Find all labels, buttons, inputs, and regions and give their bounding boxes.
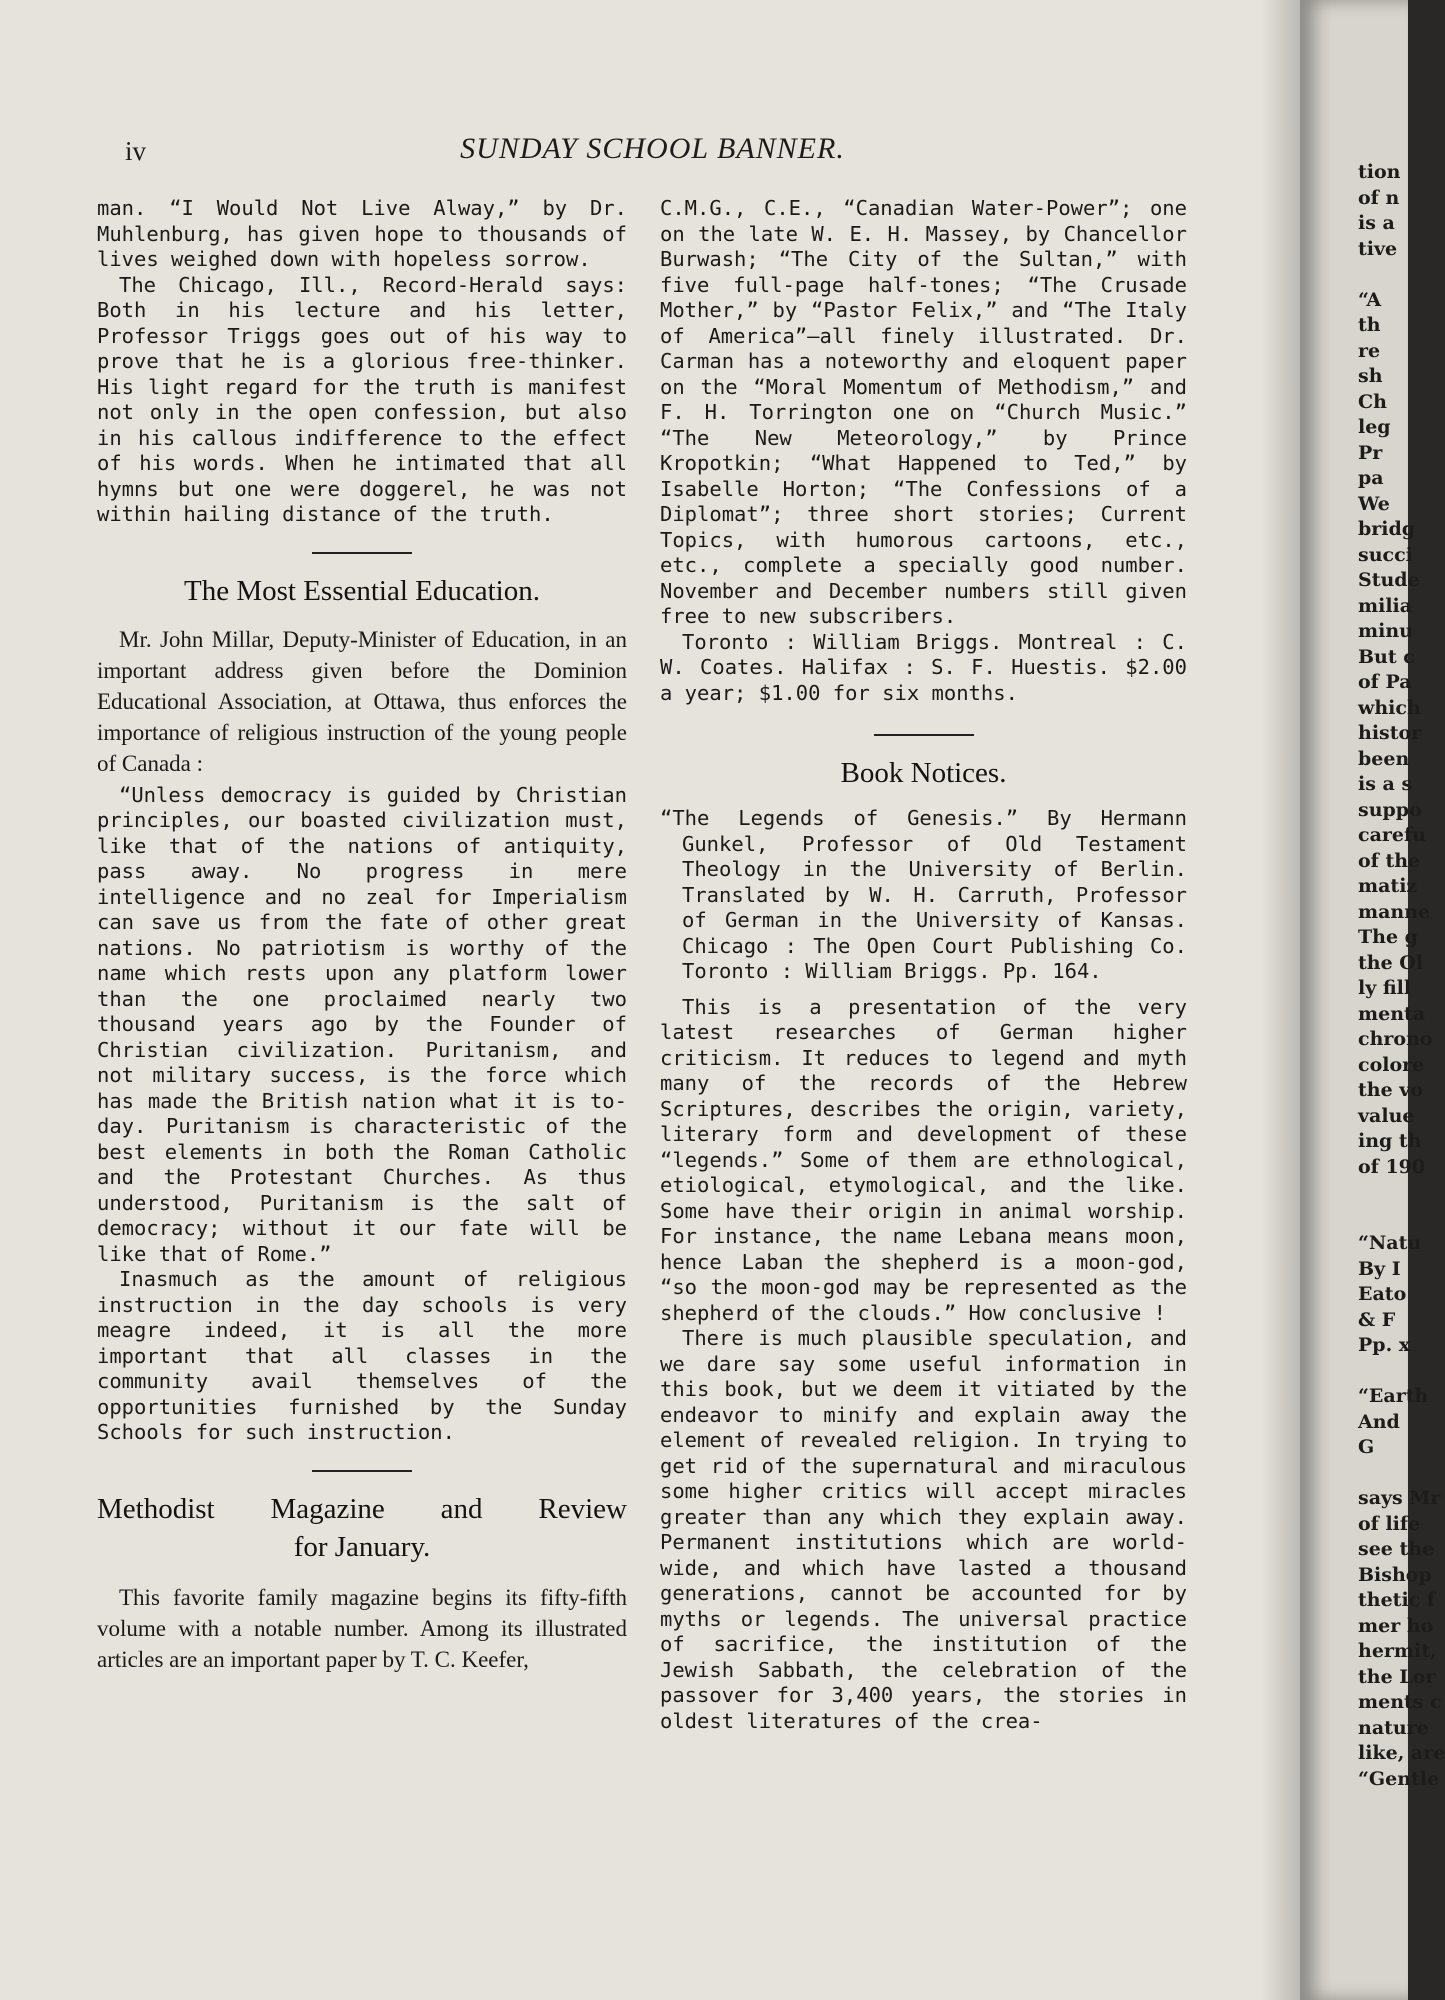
adjacent-page-text-fragment: Ch (1358, 390, 1387, 413)
adjacent-page-text-fragment: of Pa (1358, 671, 1412, 693)
adjacent-page-text-fragment: chrono (1358, 1028, 1433, 1050)
adjacent-page-text-fragment: bridg (1358, 518, 1416, 540)
adjacent-page-text-fragment: G (1358, 1436, 1375, 1458)
adjacent-page-text-fragment: ing th (1358, 1130, 1422, 1152)
adjacent-page-text-fragment: But c (1358, 645, 1415, 668)
adjacent-page-text-fragment: is a (1358, 212, 1395, 234)
adjacent-page-text-fragment: matiz (1358, 875, 1418, 897)
adjacent-page-text-fragment: minu (1358, 620, 1413, 642)
adjacent-page-text-fragment: Pp. x (1358, 1334, 1411, 1356)
heading-line: Methodist Magazine and Review (97, 1492, 627, 1525)
adjacent-page-text-fragment: “Earth (1358, 1385, 1429, 1407)
adjacent-page-text-fragment: been (1358, 747, 1410, 770)
adjacent-page-text-fragment: And (1358, 1410, 1400, 1433)
paragraph-book-citation: “The Legends of Genesis.” By Hermann Gunkel, Professor of Old Testament Theology in the University of Berlin. Translated by W. H. Carruth, Professor of German in the University of Kansas. Chicago : The Open Court Publishing Co. Toronto : William Briggs. Pp. 164. (660, 806, 1187, 983)
adjacent-page-text-fragment: leg (1358, 416, 1391, 438)
adjacent-page-text-fragment: carefu (1358, 824, 1426, 846)
paragraph-millar: Mr. John Millar, Deputy-Minister of Education, in an important address given before the Dominion Educational Association, at Ottawa, thus enforces the importance of religious instruction of the young people of Canada : (97, 626, 627, 776)
adjacent-page-edge (1300, 0, 1445, 2000)
adjacent-page-text-fragment: of n (1358, 186, 1400, 209)
adjacent-page-text-fragment: the Lor (1358, 1665, 1436, 1688)
adjacent-page-text-fragment: We (1358, 492, 1390, 515)
adjacent-page-text-fragment: hermit, (1358, 1640, 1437, 1662)
paragraph-book-review-1: This is a presentation of the very latest researches of German higher criticism. It reduces to legend and myth many of the records of the Hebrew Scriptures, describes the origin, variety, literary form and development of these “legends.” Some of them are ethnological, etiological, etymological, and the like. Some have their origin in animal worship. For instance, the name Lebana means moon, hence Laban the shepherd is a moon-god, “so the moon-god may be represented as the shepherd of the clouds.” How conclusive ! (660, 994, 1187, 1325)
adjacent-page-text-fragment: & F (1358, 1308, 1396, 1331)
adjacent-page-text-fragment: manne (1358, 900, 1431, 923)
page-number: iv (125, 136, 147, 166)
adjacent-page-text-fragment: menta (1358, 1002, 1426, 1025)
heading-line: for January. (293, 1530, 431, 1563)
adjacent-page-text-fragment: the Ol (1358, 951, 1424, 974)
adjacent-page-text-fragment: value (1358, 1104, 1415, 1127)
paragraph-quote-democracy: “Unless democracy is guided by Christian principles, our boasted civilization must, like that of the nations of antiquity, pass away. No progress in mere intelligence and no zeal for Imperialism can save us from the fate of other great nations. No patriotism is worthy of the name which rests upon any platform lower than the one proclaimed nearly two thousand years ago by the Founder of Christian civilization. Puritanism, and not military success, is the force which has made the British nation what it is to-day. Puritanism is characteristic of the best elements in both the Roman Catholic and the Protestant Churches. As thus understood, Puritanism is the salt of democracy; without it our fate will be like that of Rome.” (97, 782, 627, 1266)
adjacent-page-text-fragment: Pr (1358, 441, 1383, 464)
paragraph-magazine-contents: C.M.G., C.E., “Canadian Water-Power”; one on the late W. E. H. Massey, by Chancellor Burwash; “The City of the Sultan,” with five full-page half-tones; “The Crusade Mother,” by “Pastor Felix,” and “The Italy of America”—all finely illustrated. Dr. Carman has a noteworthy and eloquent paper on the “Moral Momentum of Methodism,” and F. H. Torrington one on “Church Music.” “The New Meteorology,” by Prince Kropotkin; “What Happened to Ted,” by Isabelle Horton; “The Confessions of a Diplomat”; three short stories; Current Topics, with humorous cartoons, etc., etc., complete a specially good number. November and December numbers still given free to new subscribers. (660, 196, 1187, 628)
right-column (660, 196, 1187, 1734)
adjacent-page-text-fragment: see the (1358, 1538, 1435, 1560)
adjacent-page-text-fragment: succi (1358, 543, 1413, 566)
adjacent-page-text-fragment: colore (1358, 1053, 1425, 1076)
left-column (97, 196, 627, 1675)
paragraph-publishers: Toronto : William Briggs. Montreal : C. W. Coates. Halifax : S. F. Huestis. $2.00 a year; $1.00 for six months. (660, 629, 1187, 705)
adjacent-page-text-fragment: is a s (1358, 773, 1413, 795)
paragraph-religious-instruction: Inasmuch as the amount of religious instruction in the day schools is very meagre indeed, it is all the more important that all classes in the community avail themselves of the opportunities furnished by the Sunday Schools for such instruction. (97, 1267, 627, 1444)
adjacent-page-text-fragment: pa (1358, 467, 1384, 489)
section-divider (312, 552, 412, 554)
paragraph-book-review-2: There is much plausible speculation, and we dare say some useful information in this book, but we deem it vitiated by the endeavor to minify and explain away the element of revealed religion. In trying to get rid of the supernatural and miraculous some higher critics will accept miracles greater than any which they explain away. Permanent institutions which are world-wide, and which have lasted a thousand generations, cannot be accounted for by myths or legends. The universal practice of sacrifice, the institution of the Jewish Sabbath, the celebration of the passover for 3,400 years, the stories in oldest literatures of the crea- (660, 1326, 1187, 1733)
adjacent-page-text-fragment: suppo (1358, 798, 1422, 821)
page-header (125, 132, 1180, 172)
adjacent-page-text-fragment: the vo (1358, 1079, 1424, 1101)
adjacent-page-text-fragment: of the (1358, 849, 1421, 872)
adjacent-page-text-fragment: ly fill (1358, 977, 1412, 999)
adjacent-page-text-fragment: histor (1358, 722, 1422, 744)
adjacent-page-text-fragment: which (1358, 696, 1421, 719)
adjacent-page-text-fragment: tive (1358, 237, 1398, 260)
heading-methodist-magazine (97, 1490, 627, 1566)
adjacent-page-text-fragment: thetic f (1358, 1589, 1436, 1611)
adjacent-page-text-fragment: ments c (1358, 1691, 1442, 1713)
adjacent-page-text-fragment: tion (1358, 161, 1401, 183)
adjacent-page-text-fragment: Eato (1358, 1283, 1407, 1305)
adjacent-page-text-fragment: Stude (1358, 569, 1420, 591)
adjacent-page-text-fragment: “Gentle (1358, 1767, 1440, 1790)
heading-book-notices: Book Notices. (840, 757, 1007, 789)
adjacent-page-text-fragment: mer ho (1358, 1614, 1434, 1637)
adjacent-page-text-fragment: nature (1358, 1716, 1429, 1739)
adjacent-page-text-fragment: The g (1358, 926, 1418, 948)
heading-essential-education: The Most Essential Education. (184, 574, 540, 607)
adjacent-page-text-fragment: “Natu (1358, 1232, 1422, 1254)
paragraph-magazine-intro: This favorite family magazine begins its fifty-fifth volume with a notable number. Among its illustrated articles are an important paper by T. C. Keefer, (97, 1584, 627, 1672)
paragraph-record-herald: The Chicago, Ill., Record-Herald says: Both in his lecture and his letter, Professor Triggs goes out of his way to prove that he is a glorious free-thinker. His light regard for the truth is manifest not only in the open confession, but also in his callous indifference to the effect of his words. When he intimated that all hymns but one were doggerel, he was not within hailing distance of the truth. (97, 272, 627, 526)
adjacent-page-text-fragment: of life (1358, 1512, 1421, 1535)
adjacent-page-text-fragment: sh (1358, 365, 1383, 387)
adjacent-page-text-fragment: By I (1358, 1257, 1401, 1280)
adjacent-page-text-fragment: “A (1358, 288, 1382, 311)
adjacent-page-text-fragment: says Mr (1358, 1487, 1441, 1509)
adjacent-page-text-fragment: like, are (1358, 1742, 1445, 1764)
adjacent-page-text-fragment: of 190 (1358, 1155, 1426, 1178)
paragraph-muhlenburg: man. “I Would Not Live Alway,” by Dr. Muhlenburg, has given hope to thousands of lives weighed down with hopeless sorrow. (97, 196, 627, 271)
running-title: SUNDAY SCHOOL BANNER. (460, 132, 845, 165)
adjacent-page-text-fragment: Bishop (1358, 1563, 1432, 1586)
adjacent-page-text-fragment: th (1358, 314, 1381, 336)
section-divider (312, 1470, 412, 1472)
section-divider (874, 734, 974, 736)
adjacent-page-text-fragment: milia (1358, 594, 1413, 617)
adjacent-page-text-fragment: re (1358, 339, 1381, 362)
